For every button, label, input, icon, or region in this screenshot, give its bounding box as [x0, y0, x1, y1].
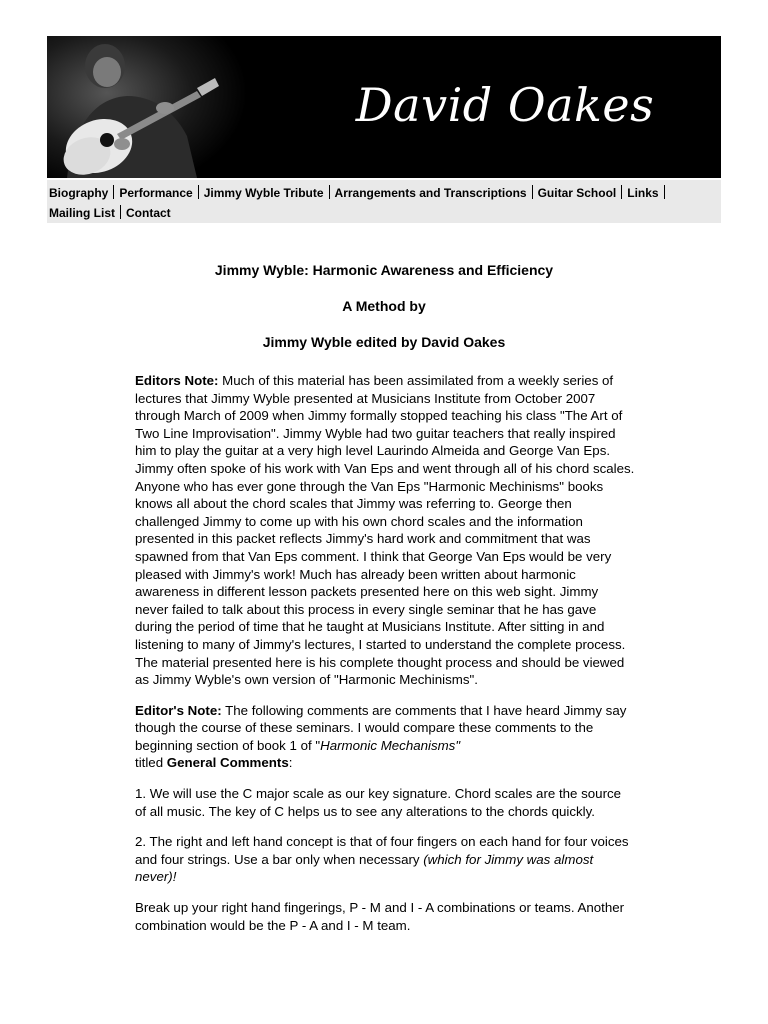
nav-separator	[621, 185, 622, 199]
nav-mailing-list[interactable]: Mailing List	[49, 206, 115, 220]
editors-note-text: Much of this material has been assimilated from a weekly series of lectures that Jimmy Wyble presented at Musicians Institute from October 2007 through March of 2009 when Jimmy formally stopped teaching his class "The Art of Two Line Improvisation". Jimmy Wyble had two guitar teachers that really inspired him to play the guitar at a very high level Laurindo Almeida and George Van Eps. Jimmy often spoke of his work with Van Eps and went through all of his chord scales. Anyone who has ever gone through the Van Eps "Harmonic Mechinisms" books knows all about the chord scales that Jimmy was referring to. George then challenged Jimmy to come up with his own chord scales and the information presented in this packet reflects Jimmy's hard work and commitment that was spawned from that Van Eps comment. I think that George Van Eps would be very pleased with Jimmy's work! Much has already been written about harmonic awareness in different lesson packets presented here on this web sight. Jimmy never failed to talk about this process in every single seminar that he has gave during the period of time that he taught at Musicians Institute. After sitting in and listening to many of Jimmy's lectures, I started to understand the complete process. The material presented here is his complete thought process and should be viewed as Jimmy Wyble's own version of "Harmonic Mechinisms".	[135, 373, 635, 688]
nav-performance[interactable]: Performance	[119, 186, 193, 200]
editors-note-2-text: The following comments are comments that I have heard Jimmy say though the course of these seminars. I would compare these comments to the beginning section of book 1 of "	[135, 702, 627, 753]
nav-jimmy-wyble-tribute[interactable]: Jimmy Wyble Tribute	[203, 186, 324, 200]
nav-separator	[120, 205, 121, 219]
article-subtitle: A Method by	[342, 298, 426, 314]
book-title: Harmonic Mechanisms"	[320, 737, 461, 753]
editors-note-2-paragraph	[135, 702, 635, 772]
nav-separator	[664, 185, 665, 199]
header-banner	[47, 36, 721, 178]
article-body	[135, 372, 635, 947]
nav-arrangements-and-transcriptions[interactable]: Arrangements and Transcriptions	[334, 186, 527, 200]
general-comments-label: General Comments	[166, 755, 289, 771]
point-2-text: 2. The right and left hand concept is that of four fingers on each hand for four voices and four strings. Use a bar only when necessary	[135, 834, 629, 867]
point-3-paragraph: Break up your right hand fingerings, P - M and I - A combinations or teams. Another combination would be the P - A and I - M team.	[135, 900, 625, 933]
nav-guitar-school[interactable]: Guitar School	[537, 186, 617, 200]
titled-text: titled	[135, 755, 167, 771]
nav-links[interactable]: Links	[627, 186, 659, 200]
nav-contact[interactable]: Contact	[126, 206, 171, 220]
point-2-italic: (which for Jimmy was almost never)!	[135, 851, 594, 885]
point-1-paragraph: 1. We will use the C major scale as our key signature. Chord scales are the source of all music. The key of C helps us to see any alterations to the chords quickly.	[135, 786, 622, 819]
article-title: Jimmy Wyble: Harmonic Awareness and Efficiency	[214, 262, 554, 278]
point-2-paragraph	[135, 833, 635, 886]
article-byline: Jimmy Wyble edited by David Oakes	[262, 334, 506, 350]
editors-note-2-label: Editor's Note:	[135, 702, 222, 718]
editors-note-label: Editors Note:	[135, 373, 219, 388]
nav-separator	[532, 185, 533, 199]
guitarist-photo	[47, 36, 247, 178]
nav-separator	[329, 185, 330, 199]
nav-separator	[198, 185, 199, 199]
nav-biography[interactable]: Biography	[49, 186, 109, 200]
colon: :	[288, 755, 293, 771]
main-navigation	[47, 180, 721, 223]
editors-note-paragraph	[135, 372, 635, 689]
nav-separator	[113, 185, 114, 199]
site-title: David Oakes	[355, 78, 655, 132]
